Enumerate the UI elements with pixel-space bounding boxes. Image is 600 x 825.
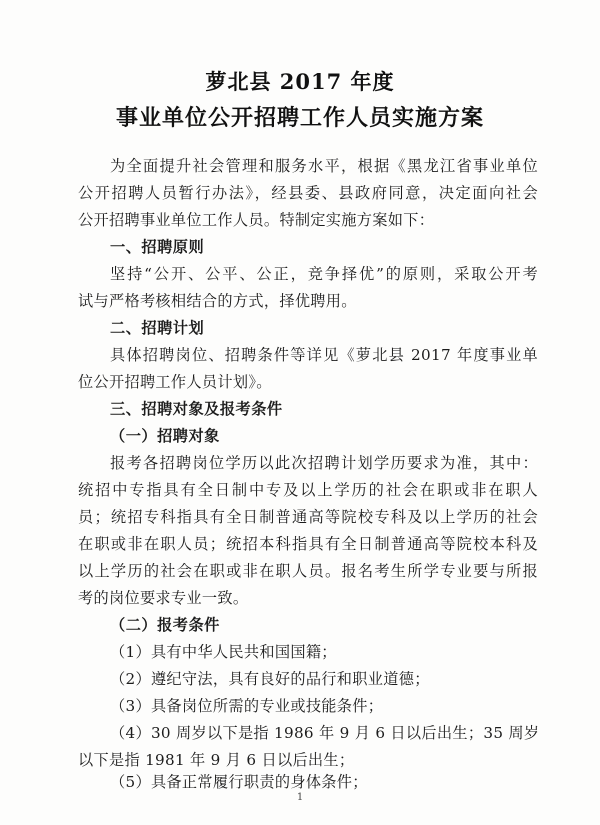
sub1-line-5: 以上学历的社会在职或非在职人员。报名考生所学专业要与所报: [78, 562, 538, 580]
section1-line-1: 坚持“公开、公平、公正，竞争择优”的原则，采取公开考: [110, 265, 538, 283]
page-number: 1: [296, 792, 304, 803]
section2-heading: 二、招聘计划: [110, 319, 205, 337]
sub1-line-3: 员；统招专科指具有全日制普通高等院校专科及以上学历的社会: [78, 508, 538, 526]
condition-item-4-line-2: 以下是指 1981 年 9 月 6 日以后出生；: [78, 751, 355, 769]
section1-line-2: 试与严格考核相结合的方式，择优聘用。: [78, 292, 357, 310]
section3-sub2-heading: （二）报考条件: [110, 616, 220, 634]
sub1-line-1: 报考各招聘岗位学历以此次招聘计划学历要求为准，其中：: [110, 454, 538, 472]
condition-item-2: （2）遵纪守法，具有良好的品行和职业道德；: [110, 670, 430, 688]
condition-item-3: （3）具备岗位所需的专业或技能条件；: [110, 697, 384, 715]
sub1-line-6: 考的岗位要求专业一致。: [78, 589, 249, 607]
section3-heading: 三、招聘对象及报考条件: [110, 400, 283, 418]
section3-sub1-heading: （一）招聘对象: [110, 427, 220, 445]
sub1-line-4: 在职或非在职人员；统招本科指具有全日制普通高等院校本科及: [78, 535, 538, 553]
document-title-line2: 事业单位公开招聘工作人员实施方案: [115, 105, 484, 131]
document-title-line1: 萝北县 2017 年度: [205, 69, 395, 94]
sub1-line-2: 统招中专指具有全日制中专及以上学历的社会在职或非在职人: [78, 481, 538, 499]
intro-line-3: 公开招聘事业单位工作人员。特制定实施方案如下：: [78, 211, 435, 229]
condition-item-5: （5）具备正常履行职责的身体条件；: [110, 773, 368, 791]
condition-item-4-line-1: （4）30 周岁以下是指 1986 年 9 月 6 日以后出生；35 周岁: [110, 724, 540, 742]
condition-item-1: （1）具有中华人民共和国国籍；: [110, 643, 337, 661]
section2-line-2: 位公开招聘工作人员计划》。: [78, 373, 272, 391]
intro-line-1: 为全面提升社会管理和服务水平，根据《黑龙江省事业单位: [110, 157, 538, 175]
section2-line-1: 具体招聘岗位、招聘条件等详见《萝北县 2017 年度事业单: [110, 346, 538, 364]
intro-line-2: 公开招聘人员暂行办法》，经县委、县政府同意，决定面向社会: [78, 184, 538, 202]
section1-heading: 一、招聘原则: [110, 238, 205, 256]
